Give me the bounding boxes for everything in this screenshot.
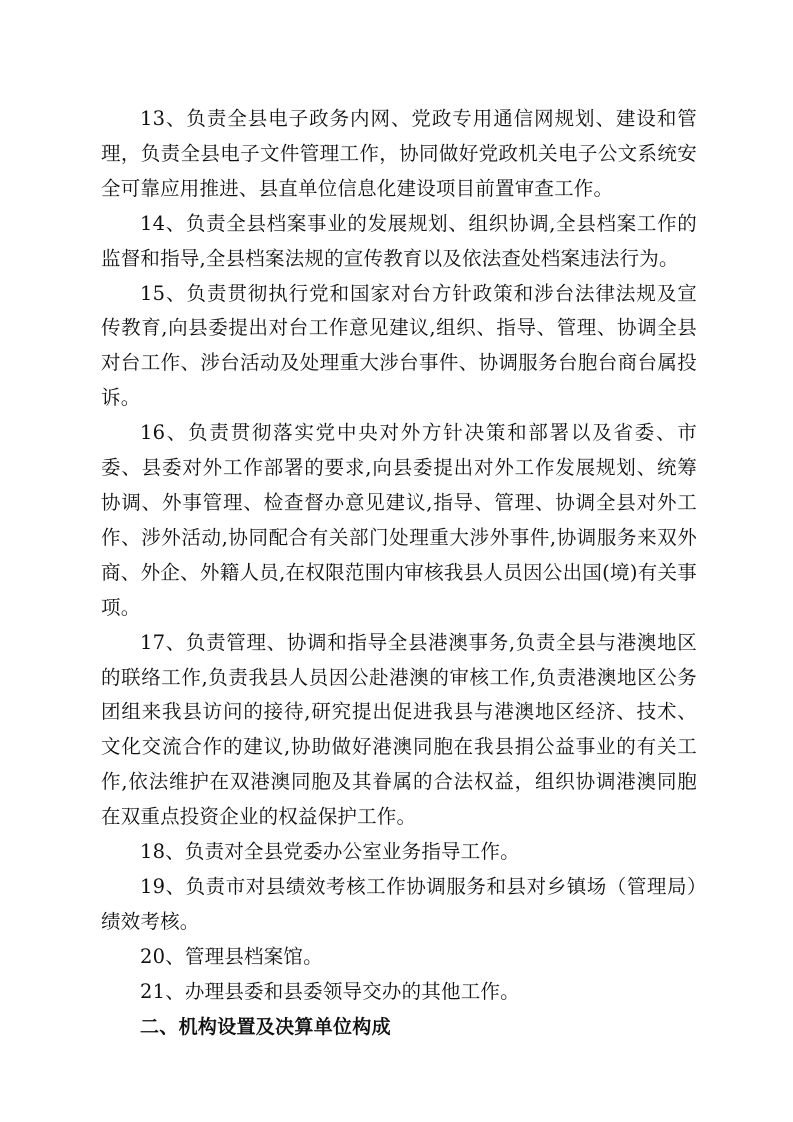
paragraph-item-18: 18、负责对全县党委办公室业务指导工作。: [140, 840, 520, 864]
paragraph-item-17: 17、负责管理、协调和指导全县港澳事务,负责全县与港澳地区的联络工作,负责我县人员因公赴港澳的审核工作,负责港澳地区公务团组来我县访问的接待,研究提出促进我县与港澳地区经济、技术、文化交流合作的建议,协助做好港澳同胞在我县捐公益事业的有关工作,依法维护在双港澳同胞及其眷属的合法权益，组织协调港澳同胞在双重点投资企业的权益保护工作。: [101, 630, 697, 829]
paragraph-item-20: 20、管理县档案馆。: [140, 944, 323, 968]
section-heading: 二、机构设置及决算单位构成: [140, 1015, 391, 1038]
paragraph-item-21: 21、办理县委和县委领导交办的其他工作。: [140, 979, 520, 1003]
document-body: [101, 102, 697, 1044]
paragraph-item-13: 13、负责全县电子政务内网、党政专用通信网规划、建设和管理，负责全县电子文件管理工作，协同做好党政机关电子公文系统安全可靠应用推进、县直单位信息化建设项目前置审查工作。: [101, 107, 697, 200]
paragraph-item-14: 14、负责全县档案事业的发展规划、组织协调,全县档案工作的监督和指导,全县档案法规的宣传教育以及依法查处档案违法行为。: [101, 211, 697, 270]
paragraph-item-15: 15、负责贯彻执行党和国家对台方针政策和涉台法律法规及宣传教育,向县委提出对台工作意见建议,组织、指导、管理、协调全县对台工作、涉台活动及处理重大涉台事件、协调服务台胞台商台属投诉。: [101, 281, 697, 410]
paragraph-item-16: 16、负责贯彻落实党中央对外方针决策和部署以及省委、市委、县委对外工作部署的要求,向县委提出对外工作发展规划、统筹协调、外事管理、检查督办意见建议,指导、管理、协调全县对外工作、涉外活动,协同配合有关部门处理重大涉外事件,协调服务来双外商、外企、外籍人员,在权限范围内审核我县人员因公出国(境)有关事项。: [101, 421, 697, 619]
paragraph-item-19: 19、负责市对县绩效考核工作协调服务和县对乡镇场（管理局）绩效考核。: [101, 874, 697, 933]
